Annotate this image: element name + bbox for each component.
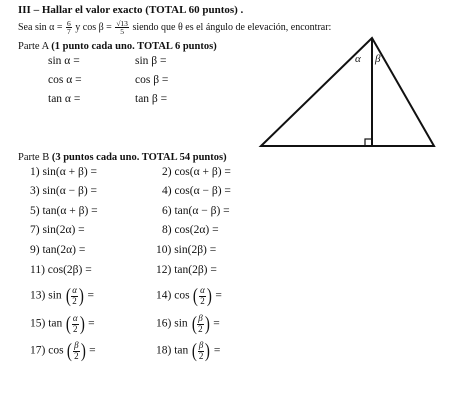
part-a-row-2-right: cos β = [135, 74, 169, 86]
equals-sign: = [89, 344, 96, 357]
part-b-points: (3 puntos cada uno. TOTAL 54 puntos) [51, 152, 227, 163]
problem-1: 1) sin(α + β) = [30, 166, 98, 178]
problem-6: 6) tan(α − β) = [162, 205, 230, 217]
equals-sign: = [87, 289, 94, 302]
equals-sign: = [88, 317, 95, 330]
equals-sign: = [215, 289, 222, 302]
right-angle-marker [365, 139, 372, 146]
half-angle-denominator: 2 [198, 350, 204, 361]
part-a-row-3-right: tan β = [135, 93, 168, 105]
problem-15: 15) tan ( α 2 ) = [30, 313, 95, 335]
function-name: cos [174, 289, 190, 302]
beta-angle-label: β [375, 53, 381, 65]
problem-4: 4) cos(α − β) = [162, 185, 231, 197]
problem-3: 3) sin(α − β) = [30, 185, 98, 197]
fraction-denominator: 7 [67, 27, 71, 36]
problem-number: 16) [156, 317, 172, 330]
function-name: tan [48, 317, 63, 330]
problem-number: 13) [30, 289, 46, 302]
half-angle-variable: α [72, 313, 78, 323]
half-angle-variable: α [200, 285, 205, 295]
problem-10: 10) sin(2β) = [156, 244, 217, 256]
problem-13: 13) sin ( α 2 ) = [30, 285, 94, 307]
function-name: sin [48, 289, 62, 302]
problem-number: 14) [156, 289, 172, 302]
function-name: tan [174, 344, 189, 357]
half-angle-denominator: 2 [200, 295, 205, 306]
problem-18: 18) tan ( β 2 ) = [156, 340, 221, 362]
part-b-heading [18, 152, 227, 163]
part-b-prefix: Parte B [18, 152, 50, 163]
fraction-numerator: 6 [67, 19, 71, 28]
problem-8: 8) cos(2α) = [162, 224, 219, 236]
part-a-row-2-left: cos α = [48, 74, 82, 86]
part-a-row-1-left: sin α = [48, 55, 80, 67]
problem-number: 17) [30, 344, 46, 357]
half-angle-variable: β [198, 340, 204, 350]
problem-12: 12) tan(2β) = [156, 264, 217, 276]
half-angle-variable: α [72, 285, 77, 295]
half-angle-denominator: 2 [198, 323, 203, 334]
problem-11: 11) cos(2β) = [30, 264, 92, 276]
intro-pre: Sea sin α = [18, 21, 63, 33]
problem-14: 14) cos ( α 2 ) = [156, 285, 222, 307]
triangle-outline [261, 38, 434, 146]
half-angle-denominator: 2 [72, 323, 78, 334]
fraction-denominator: 5 [120, 27, 124, 36]
part-a-row-1-right: sin β = [135, 55, 167, 67]
half-angle-denominator: 2 [74, 350, 79, 361]
half-angle-denominator: 2 [72, 295, 77, 306]
function-name: sin [174, 317, 188, 330]
part-a-row-3-left: tan α = [48, 93, 81, 105]
section-title: III – Hallar el valor exacto (TOTAL 60 puntos) . [18, 4, 244, 16]
intro-post: siendo que θ es el ángulo de elevación, encontrar: [132, 21, 332, 33]
problem-5: 5) tan(α + β) = [30, 205, 98, 217]
problem-17: 17) cos ( β 2 ) = [30, 340, 96, 362]
equals-sign: = [213, 317, 220, 330]
problem-number: 18) [156, 344, 172, 357]
problem-number: 15) [30, 317, 46, 330]
alpha-angle-label: α [355, 53, 361, 65]
function-name: cos [48, 344, 64, 357]
half-angle-variable: β [74, 340, 79, 350]
part-a-points: (1 punto cada uno. TOTAL 6 puntos) [51, 41, 217, 52]
problem-7: 7) sin(2α) = [30, 224, 85, 236]
intro-mid: y cos β = [75, 21, 112, 33]
equals-sign: = [213, 344, 221, 357]
fraction-numerator: √13 [116, 19, 128, 28]
problem-9: 9) tan(2α) = [30, 244, 86, 256]
half-angle-variable: β [198, 313, 203, 323]
problem-2: 2) cos(α + β) = [162, 166, 231, 178]
problem-16: 16) sin ( β 2 ) = [156, 313, 220, 335]
part-a-prefix: Parte A [18, 41, 49, 52]
